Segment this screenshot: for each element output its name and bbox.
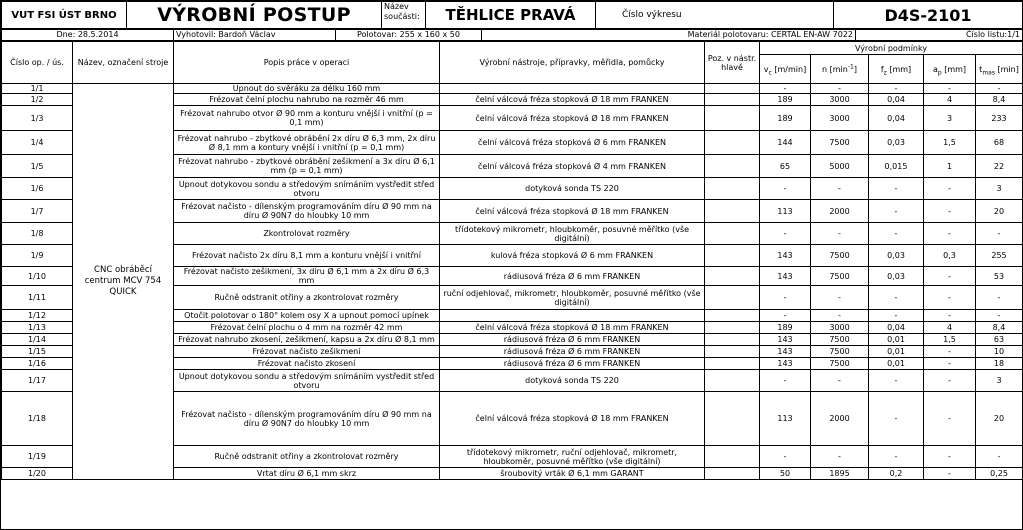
row-n: 2000: [811, 392, 869, 446]
row-op-number: 1/1: [2, 84, 73, 94]
row-vc: -: [760, 446, 811, 468]
row-tool-position: [705, 370, 760, 392]
row-fz: -: [869, 310, 924, 322]
row-n: -: [811, 84, 869, 94]
row-n: -: [811, 370, 869, 392]
row-tmas: 8,4: [976, 94, 1023, 106]
row-description: Ručně odstranit otřiny a zkontrolovat rozměry: [174, 446, 440, 468]
row-description: Frézovat načisto zešikmení, 3x díru Ø 6,1 mm a 2x díru Ø 6,3 mm: [174, 267, 440, 286]
row-description: Frézovat načisto zkosení: [174, 358, 440, 370]
row-ap: -: [924, 310, 976, 322]
row-n: 7500: [811, 267, 869, 286]
row-vc: 143: [760, 245, 811, 267]
row-description: Frézovat nahrubo otvor Ø 90 mm a konturu vnější i vnitřní (p = 0,1 mm): [174, 106, 440, 131]
row-n: 2000: [811, 200, 869, 223]
row-fz: 0,01: [869, 346, 924, 358]
row-ap: -: [924, 84, 976, 94]
row-tool-position: [705, 84, 760, 94]
row-op-number: 1/16: [2, 358, 73, 370]
row-tmas: 233: [976, 106, 1023, 131]
row-n: 7500: [811, 346, 869, 358]
row-tmas: -: [976, 84, 1023, 94]
col-header-vc: $v_c$ [m/min]: [760, 55, 811, 84]
row-op-number: 1/14: [2, 334, 73, 346]
row-fz: -: [869, 446, 924, 468]
row-fz: -: [869, 286, 924, 310]
row-tmas: 68: [976, 131, 1023, 155]
row-tool-position: [705, 468, 760, 480]
row-tmas: 22: [976, 155, 1023, 178]
row-vc: -: [760, 223, 811, 245]
row-tools: třídotekový mikrometr, hloubkoměr, posuvné měřítko (vše digitální): [440, 223, 705, 245]
row-n: -: [811, 178, 869, 200]
row-op-number: 1/3: [2, 106, 73, 131]
row-ap: 3: [924, 106, 976, 131]
col-header-machine: Název, označení stroje: [73, 42, 174, 84]
row-vc: -: [760, 286, 811, 310]
row-tools: třídotekový mikrometr, ruční odjehlovač, mikrometr, hloubkoměr, posuvné měřítko (vše digitální): [440, 446, 705, 468]
row-n: 7500: [811, 245, 869, 267]
part-name-label: Název součásti:: [382, 2, 426, 29]
row-tmas: 0,25: [976, 468, 1023, 480]
row-n: 3000: [811, 94, 869, 106]
row-vc: 143: [760, 358, 811, 370]
row-description: Frézovat načisto zešikmení: [174, 346, 440, 358]
row-n: 5000: [811, 155, 869, 178]
row-description: Frézovat nahrubo zkosení, zešikmení, kapsu a 2x díru Ø 8,1 mm: [174, 334, 440, 346]
operations-table: [1, 41, 1023, 480]
row-tmas: 18: [976, 358, 1023, 370]
row-tool-position: [705, 286, 760, 310]
row-description: Frézovat čelní plochu o 4 mm na rozměr 42 mm: [174, 322, 440, 334]
row-n: 7500: [811, 358, 869, 370]
row-description: Frézovat načisto 2x díru 8,1 mm a konturu vnější i vnitřní: [174, 245, 440, 267]
col-header-conditions: Výrobní podmínky: [760, 42, 1023, 55]
row-fz: -: [869, 223, 924, 245]
row-vc: 50: [760, 468, 811, 480]
row-description: Vrtat díru Ø 6,1 mm skrz: [174, 468, 440, 480]
row-vc: -: [760, 178, 811, 200]
row-op-number: 1/9: [2, 245, 73, 267]
institution: VUT FSI ÚST BRNO: [2, 2, 127, 29]
row-vc: 65: [760, 155, 811, 178]
row-ap: -: [924, 468, 976, 480]
row-tool-position: [705, 392, 760, 446]
row-description: Frézovat nahrubo - zbytkové obrábění zešikmení a 3x díru Ø 6,1 mm (p = 0,1 mm): [174, 155, 440, 178]
row-op-number: 1/12: [2, 310, 73, 322]
row-tools: dotyková sonda TS 220: [440, 178, 705, 200]
row-fz: 0,04: [869, 94, 924, 106]
row-vc: 113: [760, 200, 811, 223]
machine-name: CNC obráběcí centrum MCV 754 QUICK: [73, 84, 174, 480]
row-tools: čelní válcová fréza stopková Ø 18 mm FRANKEN: [440, 392, 705, 446]
row-n: 1895: [811, 468, 869, 480]
row-vc: 189: [760, 94, 811, 106]
row-vc: 144: [760, 131, 811, 155]
row-tools: rádiusová fréza Ø 6 mm FRANKEN: [440, 267, 705, 286]
row-tool-position: [705, 178, 760, 200]
row-description: Frézovat načisto - dílenským programováním díru Ø 90 mm na díru Ø 90N7 do hloubky 10 mm: [174, 392, 440, 446]
row-fz: 0,01: [869, 334, 924, 346]
row-n: 3000: [811, 322, 869, 334]
row-vc: 189: [760, 322, 811, 334]
row-fz: 0,015: [869, 155, 924, 178]
title-block: [1, 1, 1023, 29]
row-tmas: -: [976, 223, 1023, 245]
row-tool-position: [705, 334, 760, 346]
col-header-ap: $a_p$ [mm]: [924, 55, 976, 84]
part-name: TĚHLICE PRAVÁ: [426, 2, 596, 29]
col-header-tools: Výrobní nástroje, přípravky, měřidla, pomůcky: [440, 42, 705, 84]
row-op-number: 1/11: [2, 286, 73, 310]
row-tools: čelní válcová fréza stopková Ø 6 mm FRANKEN: [440, 131, 705, 155]
row-tool-position: [705, 358, 760, 370]
row-op-number: 1/8: [2, 223, 73, 245]
row-tmas: 20: [976, 392, 1023, 446]
drawing-number-label: Číslo výkresu: [596, 2, 834, 29]
row-ap: 4: [924, 322, 976, 334]
row-tools: čelní válcová fréza stopková Ø 18 mm FRANKEN: [440, 106, 705, 131]
row-tool-position: [705, 200, 760, 223]
row-ap: -: [924, 178, 976, 200]
col-header-op: Číslo op. / ús.: [2, 42, 73, 84]
col-header-n: n $[\min^{-1}]$: [811, 55, 869, 84]
row-vc: 143: [760, 346, 811, 358]
document-title: VÝROBNÍ POSTUP: [127, 2, 382, 29]
row-op-number: 1/2: [2, 94, 73, 106]
col-header-tool-position: Poz. v nástr. hlavě: [705, 42, 760, 84]
row-ap: 1,5: [924, 131, 976, 155]
row-tool-position: [705, 94, 760, 106]
row-tool-position: [705, 155, 760, 178]
material: Materiál polotovaru: CERTAL EN-AW 7022: [482, 30, 856, 41]
row-ap: -: [924, 267, 976, 286]
row-tmas: 63: [976, 334, 1023, 346]
row-fz: 0,03: [869, 267, 924, 286]
row-vc: 113: [760, 392, 811, 446]
date: Dne: 28.5.2014: [2, 30, 174, 41]
row-tool-position: [705, 106, 760, 131]
row-fz: -: [869, 370, 924, 392]
sheet-number: Číslo listu:1/1: [856, 30, 1023, 41]
row-fz: -: [869, 200, 924, 223]
row-vc: -: [760, 370, 811, 392]
row-tools: čelní válcová fréza stopková Ø 4 mm FRANKEN: [440, 155, 705, 178]
row-ap: 1,5: [924, 334, 976, 346]
row-n: 7500: [811, 334, 869, 346]
row-fz: 0,04: [869, 322, 924, 334]
row-fz: 0,03: [869, 245, 924, 267]
row-fz: 0,2: [869, 468, 924, 480]
row-n: 7500: [811, 131, 869, 155]
row-ap: -: [924, 370, 976, 392]
row-vc: -: [760, 310, 811, 322]
row-vc: 189: [760, 106, 811, 131]
row-vc: 143: [760, 334, 811, 346]
row-n: -: [811, 286, 869, 310]
row-tools: [440, 310, 705, 322]
col-header-tmas: $t_{mas}$ [min]: [976, 55, 1023, 84]
row-description: Upnout do svěráku za délku 160 mm: [174, 84, 440, 94]
row-op-number: 1/13: [2, 322, 73, 334]
row-tmas: -: [976, 446, 1023, 468]
row-fz: -: [869, 84, 924, 94]
row-fz: -: [869, 178, 924, 200]
row-tmas: 255: [976, 245, 1023, 267]
col-header-fz: $f_z$ [mm]: [869, 55, 924, 84]
row-description: Otočit polotovar o 180° kolem osy X a upnout pomocí upínek: [174, 310, 440, 322]
row-op-number: 1/7: [2, 200, 73, 223]
row-fz: 0,04: [869, 106, 924, 131]
prepared-by: Vyhotovil: Bardoň Václav: [174, 30, 336, 41]
row-ap: -: [924, 223, 976, 245]
row-tool-position: [705, 322, 760, 334]
row-op-number: 1/5: [2, 155, 73, 178]
row-description: Upnout dotykovou sondu a středovým snímáním vystředit střed otvoru: [174, 178, 440, 200]
row-description: Zkontrolovat rozměry: [174, 223, 440, 245]
row-tmas: 20: [976, 200, 1023, 223]
row-ap: -: [924, 346, 976, 358]
row-fz: 0,03: [869, 131, 924, 155]
row-op-number: 1/4: [2, 131, 73, 155]
row-tool-position: [705, 131, 760, 155]
row-tools: rádiusová fréza Ø 6 mm FRANKEN: [440, 346, 705, 358]
table-row: [2, 84, 1023, 94]
row-tmas: 53: [976, 267, 1023, 286]
row-tmas: -: [976, 310, 1023, 322]
row-ap: 4: [924, 94, 976, 106]
row-tools: rádiusová fréza Ø 6 mm FRANKEN: [440, 334, 705, 346]
row-ap: -: [924, 446, 976, 468]
row-ap: 0,3: [924, 245, 976, 267]
row-ap: -: [924, 392, 976, 446]
row-tool-position: [705, 310, 760, 322]
row-fz: 0,01: [869, 358, 924, 370]
drawing-number: D4S-2101: [834, 2, 1023, 29]
row-tools: rádiusová fréza Ø 6 mm FRANKEN: [440, 358, 705, 370]
row-tool-position: [705, 223, 760, 245]
row-tmas: 10: [976, 346, 1023, 358]
row-tmas: 3: [976, 370, 1023, 392]
row-tools: ruční odjehlovač, mikrometr, hloubkoměr, posuvné měřítko (vše digitální): [440, 286, 705, 310]
row-tools: šroubovitý vrták Ø 6,1 mm GARANT: [440, 468, 705, 480]
row-ap: -: [924, 200, 976, 223]
row-tools: čelní válcová fréza stopková Ø 18 mm FRANKEN: [440, 200, 705, 223]
row-description: Frézovat nahrubo - zbytkové obrábění 2x díru Ø 6,3 mm, 2x díru Ø 8,1 mm a kontury vnější i vnitřní (p = 0,1 mm): [174, 131, 440, 155]
info-block: [1, 29, 1023, 41]
row-description: Ručně odstranit otřiny a zkontrolovat rozměry: [174, 286, 440, 310]
row-ap: 1: [924, 155, 976, 178]
row-n: -: [811, 446, 869, 468]
col-header-description: Popis práce v operaci: [174, 42, 440, 84]
row-vc: 143: [760, 267, 811, 286]
row-op-number: 1/17: [2, 370, 73, 392]
row-op-number: 1/19: [2, 446, 73, 468]
row-tool-position: [705, 267, 760, 286]
row-tools: čelní válcová fréza stopková Ø 18 mm FRANKEN: [440, 94, 705, 106]
row-tools: kulová fréza stopková Ø 6 mm FRANKEN: [440, 245, 705, 267]
row-vc: -: [760, 84, 811, 94]
row-description: Frézovat načisto - dílenským programováním díru Ø 90 mm na díru Ø 90N7 do hloubky 10 mm: [174, 200, 440, 223]
row-tool-position: [705, 245, 760, 267]
row-n: -: [811, 310, 869, 322]
row-ap: -: [924, 358, 976, 370]
row-tool-position: [705, 346, 760, 358]
row-tools: čelní válcová fréza stopková Ø 18 mm FRANKEN: [440, 322, 705, 334]
row-op-number: 1/6: [2, 178, 73, 200]
row-ap: -: [924, 286, 976, 310]
row-n: -: [811, 223, 869, 245]
row-tools: [440, 84, 705, 94]
row-op-number: 1/18: [2, 392, 73, 446]
row-tmas: 8,4: [976, 322, 1023, 334]
row-n: 3000: [811, 106, 869, 131]
row-op-number: 1/10: [2, 267, 73, 286]
row-description: Upnout dotykovou sondu a středovým snímáním vystředit střed otvoru: [174, 370, 440, 392]
row-op-number: 1/15: [2, 346, 73, 358]
row-tmas: 3: [976, 178, 1023, 200]
row-tools: dotyková sonda TS 220: [440, 370, 705, 392]
row-op-number: 1/20: [2, 468, 73, 480]
row-description: Frézovat čelní plochu nahrubo na rozměr 46 mm: [174, 94, 440, 106]
row-fz: -: [869, 392, 924, 446]
row-tool-position: [705, 446, 760, 468]
semi-product: Polotovar: 255 x 160 x 50: [336, 30, 482, 41]
row-tmas: -: [976, 286, 1023, 310]
